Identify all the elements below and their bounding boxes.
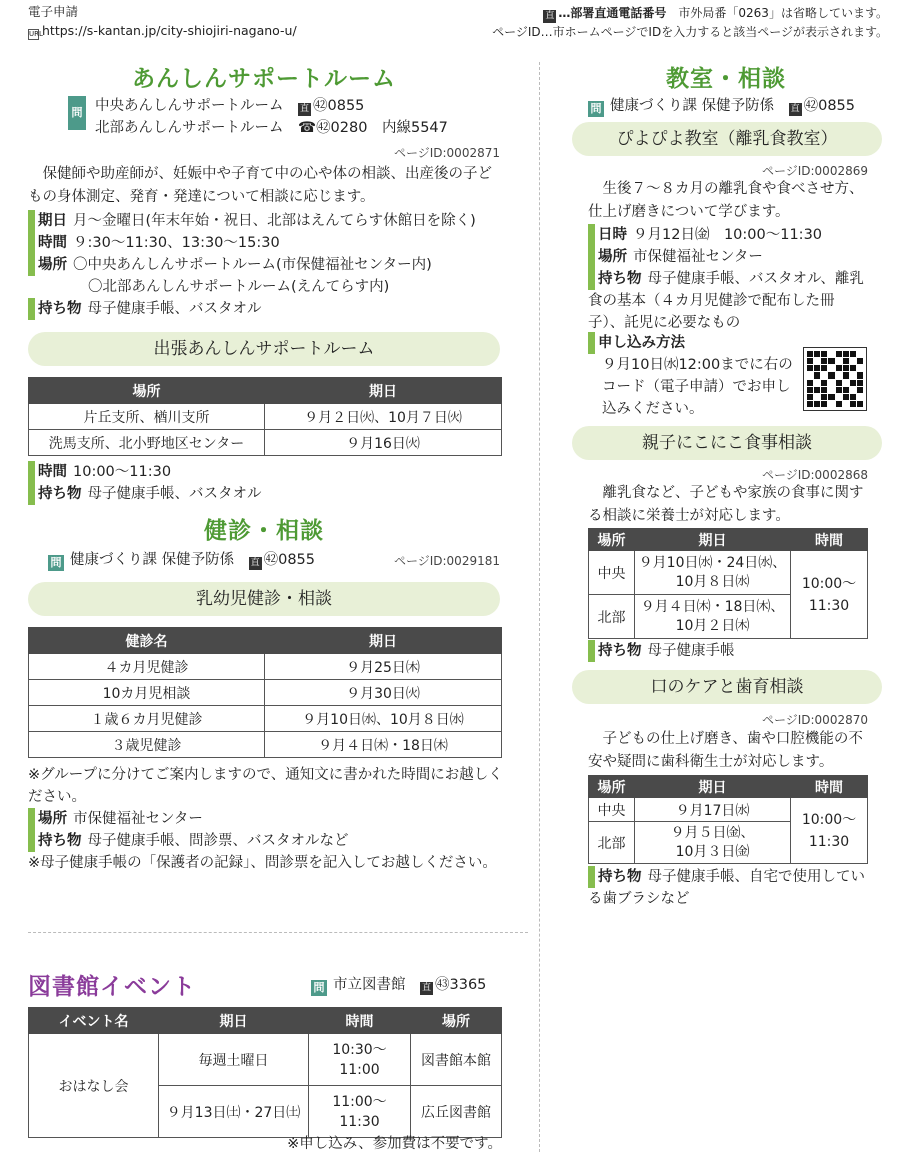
inquiry-icon: 問 — [48, 555, 64, 571]
kenshin-contact — [48, 549, 315, 571]
date-label: 期日 — [28, 210, 67, 232]
piyo-description: 生後７～８カ月の離乳食や食べさせ方、仕上げ磨きについて学びます。 — [588, 181, 864, 220]
header-left — [28, 2, 297, 40]
table-header: 場所 — [411, 1008, 502, 1034]
kenshin-banner: 乳幼児健診・相談 — [28, 582, 500, 616]
oyako-description: 離乳食など、子どもや家族の食事に関する相談に栄養士が対応します。 — [588, 485, 864, 524]
table-row — [29, 404, 502, 430]
piyo-details — [588, 224, 870, 334]
kenshin-contact-dept: 健康づくり課 保健予防係 — [70, 552, 235, 568]
library-contact — [311, 974, 486, 996]
place-label: 場所 — [588, 246, 627, 268]
page-id: ページID:0002869 — [761, 164, 868, 178]
date-line: ９月10日㈬・24日㈬、 — [638, 554, 787, 571]
piyo-banner: ぴよぴよ教室（離乳食教室） — [572, 122, 882, 156]
cell-date: ９月13日㈯・27日㈯ — [159, 1086, 309, 1138]
kuchi-description: 子どもの仕上げ磨き、歯や口腔機能の不安や疑問に歯科衛生士が対応します。 — [588, 731, 863, 770]
time-label: 時間 — [28, 461, 67, 483]
kenshin-tel: ㊷0855 — [263, 552, 316, 568]
kyoshitsu-dept: 健康づくり課 保健予防係 — [610, 98, 775, 114]
piyo-apply — [588, 332, 793, 420]
kuchi-banner: 口のケアと歯育相談 — [572, 670, 882, 704]
contact-central: 中央あんしんサポートルーム — [95, 98, 284, 114]
table-row — [29, 1034, 502, 1086]
time-value: ９:30～11:30、13:30～15:30 — [73, 235, 280, 251]
table-header: 場所 — [589, 529, 635, 551]
cell-date — [635, 551, 791, 595]
bring-label: 持ち物 — [28, 298, 82, 320]
cell-place: 片丘支所、楢川支所 — [29, 404, 265, 430]
cell-time — [791, 551, 868, 639]
apply-label: 申し込み方法 — [588, 332, 685, 354]
table-row — [29, 732, 502, 758]
cell-place: 北部 — [589, 595, 635, 639]
time-label: 時間 — [28, 232, 67, 254]
oyako-table — [588, 528, 868, 639]
bring-value: 母子健康手帳、バスタオル — [87, 486, 262, 502]
table-row — [589, 798, 868, 822]
cell-date — [635, 595, 791, 639]
table-header: 期日 — [159, 1008, 309, 1034]
kenshin-table — [28, 627, 502, 758]
cell-place: 図書館本館 — [411, 1034, 502, 1086]
note-record: ※母子健康手帳の「保護者の記録」、問診票を記入してお越しください。 — [28, 855, 497, 871]
bring-value: 母子健康手帳 — [647, 643, 735, 659]
table-header: 時間 — [791, 776, 868, 798]
cell-place: 洗馬支所、北小野地区センター — [29, 430, 265, 456]
anshin-contacts — [95, 95, 448, 139]
header-pageid-note: ページID…市ホームページでIDを入力すると該当ページが表示されます。 — [492, 25, 888, 39]
time-start: 10:00～ — [801, 575, 857, 592]
contact-north: 北部あんしんサポートルーム — [95, 120, 284, 136]
cell-time — [791, 798, 868, 864]
cell-date: ９月17日㈬ — [635, 798, 791, 822]
kenshin-notes — [28, 764, 504, 874]
date-value: ９月12日㈮ 10:00～11:30 — [633, 227, 823, 243]
kenshin-title: 健診・相談 — [204, 518, 324, 544]
cell-name: １歳６カ月児健診 — [29, 706, 265, 732]
date-label: 日時 — [588, 224, 627, 246]
phone-icon: ☎ — [298, 120, 317, 136]
kyoshitsu-title: 教室・相談 — [666, 66, 786, 92]
cell-date — [635, 822, 791, 864]
table-header: 時間 — [791, 529, 868, 551]
cell-date: ９月２日㈫、10月７日㈫ — [265, 404, 502, 430]
bring-label: 持ち物 — [28, 483, 82, 505]
anshin-title: あんしんサポートルーム — [132, 66, 396, 92]
table-row — [29, 430, 502, 456]
cell-name: 10カ月児相談 — [29, 680, 265, 706]
table-header: 期日 — [265, 378, 502, 404]
shutcho-banner: 出張あんしんサポートルーム — [28, 332, 500, 366]
table-row — [29, 706, 502, 732]
bring-value: 母子健康手帳、問診票、バスタオルなど — [87, 833, 349, 849]
table-header: 期日 — [635, 529, 791, 551]
e-application-label: 電子申請 — [28, 4, 79, 19]
table-row — [29, 680, 502, 706]
table-header: イベント名 — [29, 1008, 159, 1034]
shutcho-table — [28, 377, 502, 456]
cell-place: 広丘図書館 — [411, 1086, 502, 1138]
time-start: 10:00～ — [801, 811, 857, 828]
kuchi-bring — [588, 866, 870, 910]
application-url[interactable]: https://s-kantan.jp/city-shiojiri-nagano-u/ — [42, 23, 297, 38]
table-header: 期日 — [635, 776, 791, 798]
table-row — [29, 654, 502, 680]
library-name: 市立図書館 — [333, 977, 406, 993]
inquiry-icon: 問 — [68, 96, 86, 130]
table-header: 健診名 — [29, 628, 265, 654]
table-row — [589, 551, 868, 595]
place-value-2: 〇北部あんしんサポートルーム(えんてらす内) — [88, 279, 390, 295]
library-note: ※申し込み、参加費は不要です。 — [287, 1136, 502, 1152]
place-value: 市保健福祉センター — [633, 249, 763, 265]
place-value-1: 〇中央あんしんサポートルーム(市保健福祉センター内) — [73, 257, 432, 273]
qr-code[interactable] — [803, 347, 867, 411]
shutcho-details — [28, 461, 262, 505]
library-tel: ㊸3365 — [435, 977, 487, 993]
bring-value: 母子健康手帳、自宅で使用している歯ブラシなど — [588, 869, 865, 907]
cell-date: ９月10日㈬、10月８日㈬ — [265, 706, 502, 732]
bring-value: 母子健康手帳、バスタオル、離乳食の基本（４カ月児健診で配布した冊子）、託児に必要なもの — [588, 271, 864, 331]
time-start: 11:00～ — [332, 1093, 387, 1110]
anshin-details — [28, 210, 508, 320]
note-group: ※グループに分けてご案内しますので、通知文に書かれた時間にお越しください。 — [28, 767, 503, 805]
time-value: 10:00～11:30 — [73, 464, 172, 480]
table-header: 場所 — [29, 378, 265, 404]
bring-label: 持ち物 — [588, 640, 642, 662]
page-id: ページID:0002870 — [761, 713, 868, 727]
table-header: 場所 — [589, 776, 635, 798]
header-phone-note: 市外局番「0263」は省略しています。 — [678, 6, 888, 20]
time-end: 11:30 — [339, 1113, 380, 1130]
contact-central-tel: ㊷0855 — [313, 98, 365, 114]
contact-north-tel: ㊷0280 内線5547 — [316, 120, 448, 136]
cell-time — [309, 1086, 411, 1138]
anshin-description: 保健師や助産師が、妊娠中や子育て中の心や体の相談、出産後の子どもの身体測定、発育・発達について相談に応じます。 — [28, 166, 492, 205]
bring-value: 母子健康手帳、バスタオル — [87, 301, 262, 317]
library-table — [28, 1007, 502, 1138]
time-end: 11:30 — [808, 597, 850, 614]
header-phone-label: …部署直通電話番号 — [558, 6, 667, 20]
page-id: ページID:0002868 — [761, 468, 868, 482]
header-right — [492, 4, 888, 41]
cell-event: おはなし会 — [29, 1034, 159, 1138]
column-divider — [539, 62, 540, 1152]
direct-phone-icon: 直 — [250, 558, 260, 568]
direct-phone-icon: 直 — [421, 983, 431, 993]
table-header: 時間 — [309, 1008, 411, 1034]
page-id: ページID:0029181 — [393, 554, 500, 568]
place-label: 場所 — [28, 808, 67, 830]
date-line: ９月５日㈮、 — [670, 824, 755, 841]
time-end: 11:00 — [339, 1061, 380, 1078]
cell-time — [309, 1034, 411, 1086]
bring-label: 持ち物 — [588, 866, 642, 888]
date-line: ９月４日㈭・18日㈭、 — [640, 598, 785, 615]
time-end: 11:30 — [808, 833, 850, 850]
direct-phone-icon: 直 — [299, 104, 309, 114]
direct-phone-icon: 直 — [545, 11, 555, 21]
cell-place: 北部 — [589, 822, 635, 864]
cell-name: ３歳児健診 — [29, 732, 265, 758]
page-id: ページID:0002871 — [393, 146, 500, 160]
cell-place: 中央 — [589, 551, 635, 595]
date-line: 10月２日㈭ — [675, 617, 750, 634]
cell-date: ９月４日㈭・18日㈭ — [265, 732, 502, 758]
place-value: 市保健福祉センター — [73, 811, 203, 827]
cell-date: ９月25日㈭ — [265, 654, 502, 680]
cell-date: ９月16日㈫ — [265, 430, 502, 456]
oyako-banner: 親子にこにこ食事相談 — [572, 426, 882, 460]
inquiry-icon: 問 — [311, 980, 327, 996]
cell-date: 毎週土曜日 — [159, 1034, 309, 1086]
kyoshitsu-contact — [588, 95, 855, 117]
url-icon: URL — [29, 30, 43, 38]
place-label: 場所 — [28, 254, 67, 276]
bring-label: 持ち物 — [588, 268, 642, 290]
cell-name: ４カ月児健診 — [29, 654, 265, 680]
time-start: 10:30～ — [332, 1041, 387, 1058]
inquiry-icon: 問 — [588, 101, 604, 117]
kuchi-table — [588, 775, 868, 864]
section-divider — [28, 932, 528, 933]
table-header: 期日 — [265, 628, 502, 654]
date-line: 10月８日㈬ — [675, 573, 750, 590]
oyako-bring — [588, 640, 735, 662]
apply-value: ９月10日㈬12:00までに右のコード（電子申請）でお申し込みください。 — [602, 357, 793, 417]
library-title: 図書館イベント — [28, 974, 196, 1000]
direct-phone-icon: 直 — [790, 104, 800, 114]
bring-label: 持ち物 — [28, 830, 82, 852]
date-value: 月～金曜日(年末年始・祝日、北部はえんてらす休館日を除く) — [73, 213, 476, 229]
cell-place: 中央 — [589, 798, 635, 822]
kyoshitsu-tel: ㊷0855 — [803, 98, 856, 114]
cell-date: ９月30日㈫ — [265, 680, 502, 706]
date-line: 10月３日㈮ — [675, 843, 750, 860]
